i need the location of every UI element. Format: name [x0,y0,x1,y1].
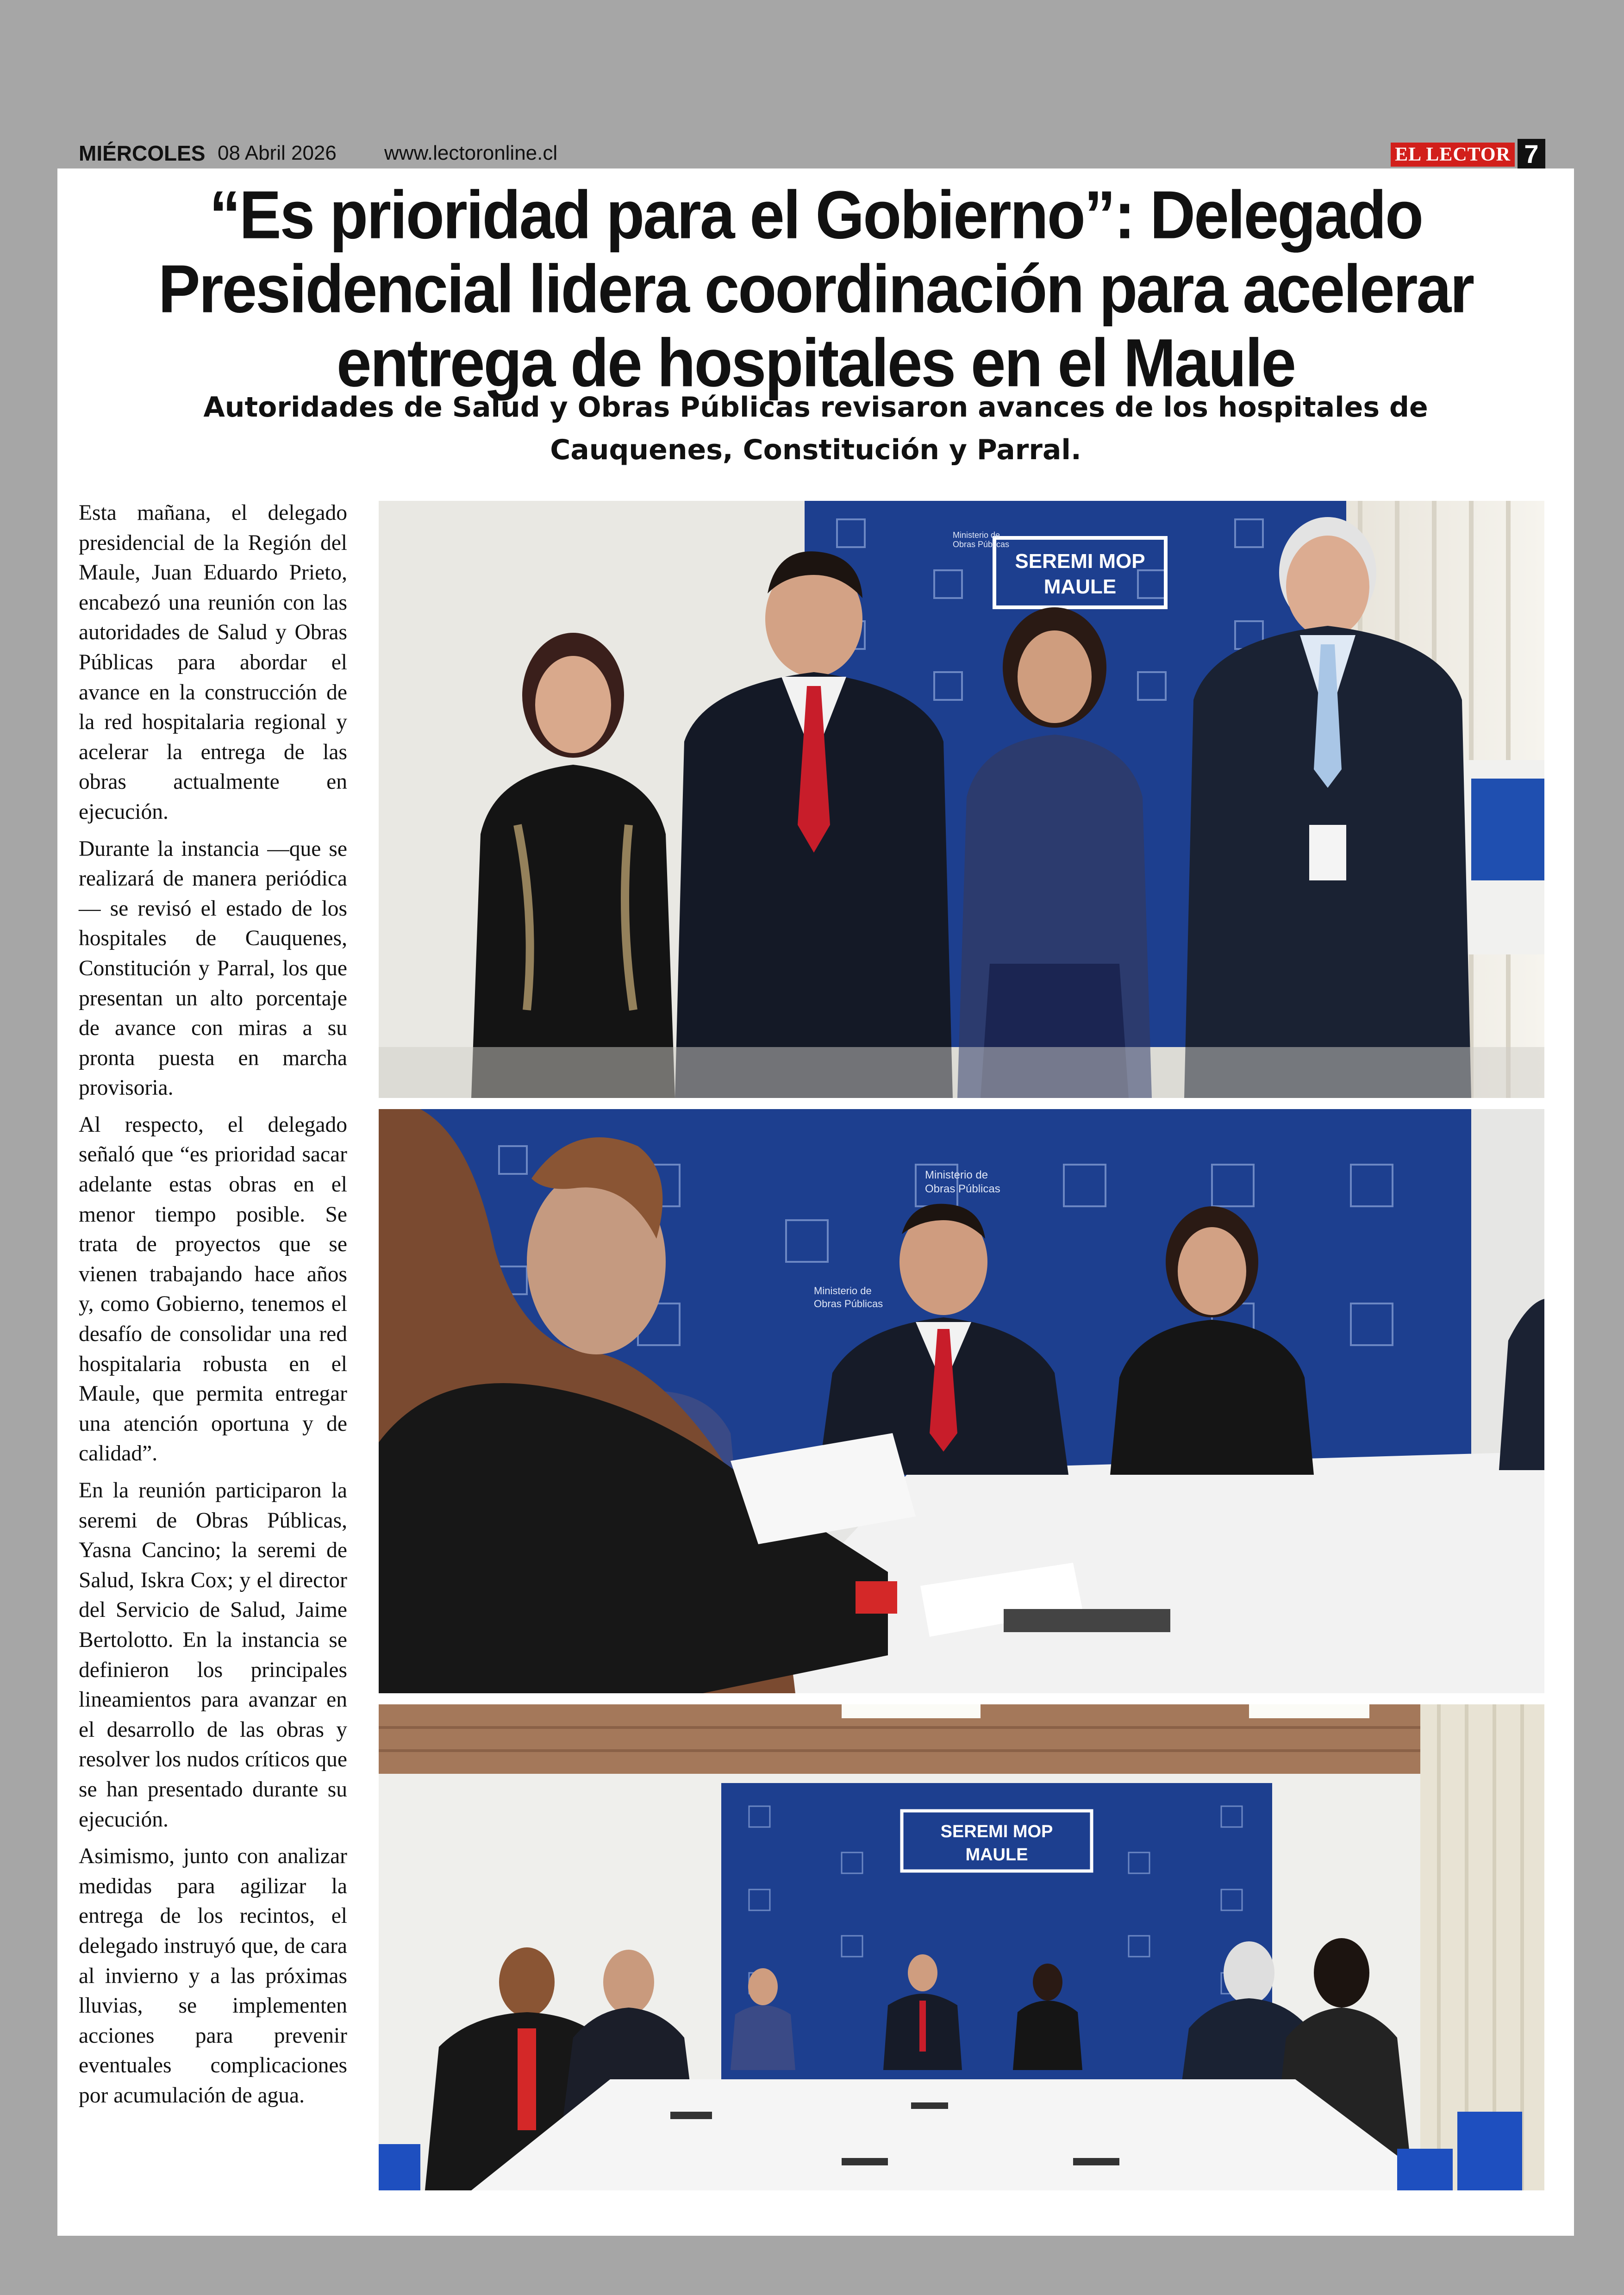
page-header [79,139,1545,169]
subheadline: Autoridades de Salud y Obras Públicas revisaron avances de los hospitales de Cauquenes, Constitución y Parral. [203,391,1428,466]
article-body [79,498,347,2117]
page-number: 7 [1518,139,1545,169]
backdrop-text: Ministerio de [814,1285,872,1297]
paragraph: Durante la instancia —que se realizará de manera periódica— se revisó el estado de los hospitales de Cauquenes, Constitución y Parral, los que presentan un alto porcentaje de avance con miras a su pronta puesta en marcha provisoria. [79,836,347,1100]
paragraph: Al respecto, el delegado señaló que “es prioridad sacar adelante estas obras en el menor tiempo posible. Se trata de proyectos que se vienen trabajando hace años y, como Gobierno, tenemos el desafío de consolidar una red hospitalaria robusta en el Maule, que permita entregar una atención oportuna y de calidad”. [79,1112,347,1466]
backdrop-sign-text: MAULE [1043,575,1117,598]
backdrop-text: Obras Públicas [814,1298,883,1310]
backdrop-text: Ministerio de [925,1169,988,1181]
photo-meeting-room [379,1704,1544,2190]
header-day: MIÉRCOLES [79,141,206,165]
photo-meeting-table [379,1109,1544,1693]
paragraph: Esta mañana, el delegado presidencial de la Región del Maule, Juan Eduardo Prieto, encabezó una reunión con las autoridades de Salud y Obras Públicas para abordar el avance en la construcción de la red hospitalaria regional y acelerar la entrega de las obras actualmente en ejecución. [79,501,347,824]
header-website[interactable]: www.lectoronline.cl [384,142,558,164]
backdrop-sign-text: SEREMI MOP [1015,550,1145,573]
backdrop-sign-text: SEREMI MOP [940,1822,1053,1841]
newspaper-page [57,168,1574,2236]
newspaper-logo: EL LECTOR [1391,143,1515,167]
headline: “Es prioridad para el Gobierno”: Delegado Presidencial lidera coordinación para acelerar entrega de hospitales en el Maule [158,176,1474,401]
backdrop-text: Ministerio de [953,530,1000,540]
header-date: 08 Abril 2026 [218,142,337,164]
backdrop-text: Obras Públicas [925,1183,1000,1195]
backdrop-sign-text: MAULE [965,1845,1028,1865]
photo-group-portrait [379,501,1544,1098]
paragraph: En la reunión participaron la seremi de Obras Públicas, Yasna Cancino; la seremi de Salud, Iskra Cox; y el director del Servicio de Salud, Jaime Bertolotto. En la instancia se definieron los principales lineamientos para avanzar en el desarrollo de las obras y resolver los nudos críticos que se han presentado durante su ejecución. [79,1478,347,1832]
paragraph: Asimismo, junto con analizar medidas para agilizar la entrega de los recintos, el delegado instruyó que, de cara al invierno y a las próximas lluvias, se implementen acciones para prevenir eventuales complicaciones por acumulación de agua. [79,1844,347,2108]
backdrop-text: Obras Públicas [953,540,1010,549]
